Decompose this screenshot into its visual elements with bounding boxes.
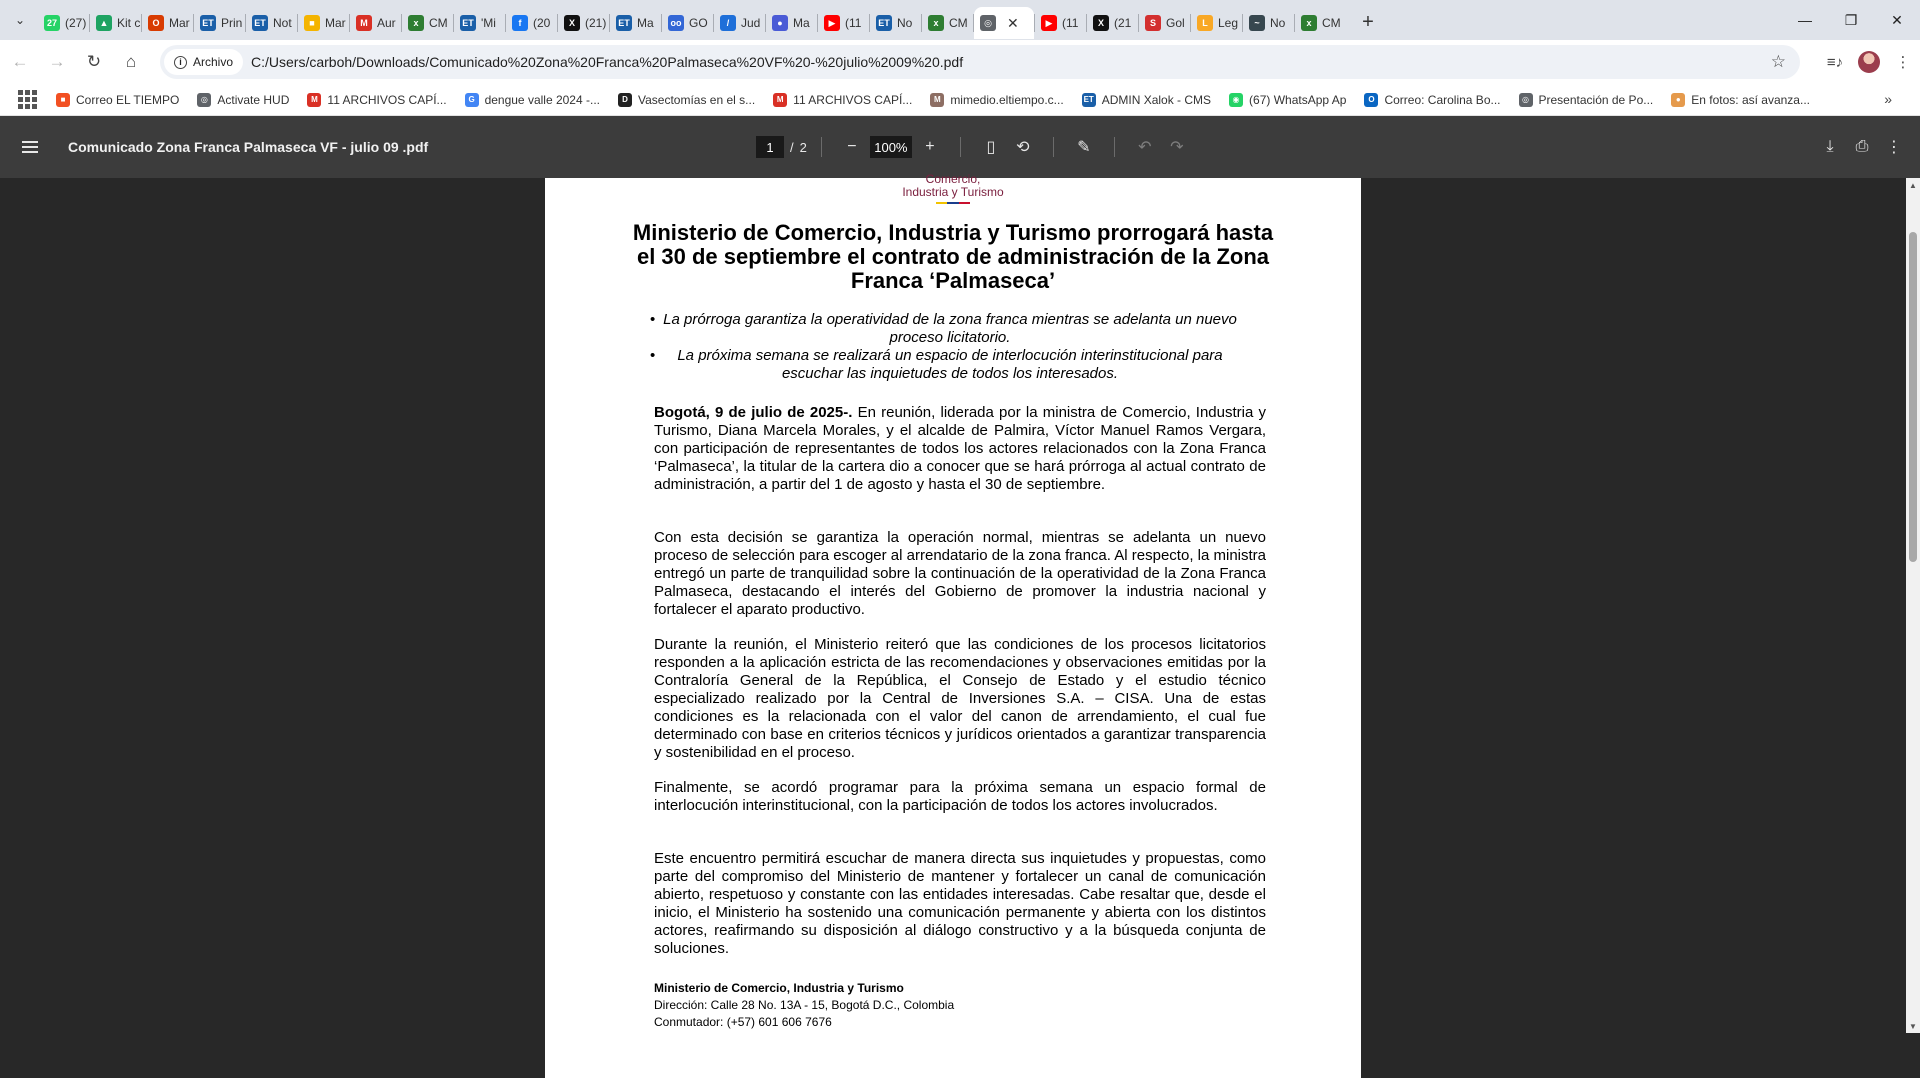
- info-icon: i: [174, 56, 187, 69]
- tab-label: CM: [429, 16, 448, 30]
- et-icon: ET: [200, 15, 216, 31]
- globe-icon: ◎: [197, 93, 211, 107]
- bookmark-label: ADMIN Xalok - CMS: [1101, 92, 1212, 107]
- divider: [960, 137, 961, 157]
- bookmark-label: (67) WhatsApp Ap: [1249, 92, 1347, 107]
- sign-icon: ~: [1249, 15, 1265, 31]
- tab-label: Gol: [1166, 16, 1185, 30]
- tab-list: [38, 0, 1346, 40]
- tab[interactable]: [142, 7, 193, 39]
- pdf-viewer[interactable]: [0, 172, 1906, 1033]
- flag-stripe: [936, 202, 947, 204]
- footer-phone: Conmutador: (+57) 601 606 7676: [654, 1015, 832, 1029]
- d-icon: D: [618, 93, 632, 107]
- tab-label: Mar: [325, 16, 346, 30]
- pen-icon: ✎: [1077, 139, 1091, 156]
- bookmark-label: Presentación de Po...: [1538, 92, 1654, 107]
- zoom-out-button[interactable]: [836, 132, 868, 162]
- tab-label: Kit c: [117, 16, 141, 30]
- scroll-down-icon[interactable]: ▼: [1909, 1021, 1917, 1031]
- flag-stripe: [959, 202, 970, 204]
- paragraph-text: En reunión, liderada por la ministra de Comercio, Industria y Turismo, Diana Marcela Morales, y el alcalde de Palmira, Víctor Manuel Ramos Vergara, con participación de representantes de todos los actores relacionados con la Zona Franca ‘Palmaseca’, la titular de la cartera dio a conocer que se hará prórroga al actual contrato de administración, a partir del 1 de agosto y hasta el 30 de septiembre.: [654, 404, 1267, 493]
- tab[interactable]: [1139, 7, 1190, 39]
- tab-label: Leg: [1218, 16, 1239, 30]
- bookmark-item[interactable]: [1082, 93, 1211, 107]
- flag-bar: [936, 202, 970, 204]
- fit-page-icon: ▯: [986, 139, 996, 156]
- tab-label: (21: [1114, 16, 1132, 30]
- dateline: Bogotá, 9 de julio de 2025-.: [654, 404, 853, 421]
- tab-label: CM: [1322, 16, 1341, 30]
- gmail-icon: M: [773, 93, 787, 107]
- print-icon: ⎙: [1855, 138, 1869, 155]
- paragraph-3: Durante la reunión, el Ministerio reiteró que las condiciones de los procesos licitatorios responden a la aplicación estricta de las recomendaciones y observaciones emitidas por la Contraloría General de la República, el Consejo de Estado y el estudio técnico especializado realizado por la Central de Inversiones S.A. – CISA. Una de estas condiciones es la relacionada con el valor del canon de arrendamiento, el cual fue determinado con base en criterios técnicos y jurídicos orientados a garantizar transparencia y sostenibilidad en el proceso.: [654, 636, 1266, 761]
- tab[interactable]: [350, 7, 401, 39]
- undo-button[interactable]: [1129, 132, 1161, 162]
- new-tab-button[interactable]: [1354, 8, 1382, 36]
- whatsapp-icon: 27: [44, 15, 60, 31]
- sidebar-menu-icon[interactable]: [22, 141, 46, 153]
- viewer-scrollbar[interactable]: [1906, 178, 1920, 1033]
- cms-icon: x: [928, 15, 944, 31]
- tab-label: No: [897, 16, 913, 30]
- pdf-more-button[interactable]: [1878, 132, 1910, 162]
- print-button[interactable]: [1846, 132, 1878, 162]
- x-icon: X: [1093, 15, 1109, 31]
- zoom-in-button[interactable]: [914, 132, 946, 162]
- chrome-icon: ●: [772, 15, 788, 31]
- bookmark-item[interactable]: [1364, 93, 1500, 107]
- bookmark-item[interactable]: [197, 93, 289, 107]
- forward-button[interactable]: [40, 45, 74, 79]
- window-controls: [1782, 0, 1920, 40]
- apps-grid-icon[interactable]: [16, 89, 38, 111]
- tab-label: 'Mi: [481, 16, 496, 30]
- download-icon: ⤓: [1826, 138, 1834, 155]
- bookmark-label: dengue valle 2024 -...: [484, 92, 600, 107]
- paragraph-1: [654, 404, 1266, 494]
- tab-label: Ma: [637, 16, 654, 30]
- tab-label: (11: [845, 16, 862, 30]
- tab[interactable]: [558, 7, 609, 39]
- paragraph-2: Con esta decisión se garantiza la operación normal, mientras se adelanta un nuevo proceso de selección para escoger al arrendatario de la zona franca. Al respecto, la ministra entregó un parte de tranquilidad sobre la continuación de la operatividad de la Zona Franca Palmaseca, destacando el interés del Gobierno de promover la industria nacional y fortalecer el aparato productivo.: [654, 529, 1267, 618]
- bookmark-label: Vasectomías en el s...: [637, 92, 756, 107]
- tab-label: Ma: [793, 16, 810, 30]
- site-info-chip[interactable]: [164, 49, 243, 75]
- summary-bullets: [660, 311, 1240, 383]
- bookmark-label: Activate HUD: [217, 92, 290, 107]
- tab-active[interactable]: [974, 7, 1034, 39]
- reload-icon: ↻: [86, 52, 102, 71]
- bookmark-item[interactable]: [618, 93, 755, 107]
- pdf-controls: [756, 132, 1193, 162]
- et-icon: ET: [460, 15, 476, 31]
- bookmark-item[interactable]: [307, 93, 446, 107]
- go-icon: oo: [668, 15, 684, 31]
- site-info-label: Archivo: [193, 55, 234, 69]
- chevron-down-icon: ⌄: [14, 13, 26, 27]
- pdf-page: [545, 172, 1361, 1078]
- profile-button[interactable]: [1852, 45, 1886, 79]
- tab-label: Mar: [169, 16, 190, 30]
- close-icon: ✕: [1891, 11, 1903, 28]
- home-button[interactable]: [114, 45, 148, 79]
- plus-icon: +: [925, 138, 935, 155]
- toolbar-right: [1818, 45, 1920, 79]
- google-icon: G: [465, 93, 479, 107]
- et-icon: ET: [252, 15, 268, 31]
- more-bookmarks-icon[interactable]: »: [1884, 91, 1892, 107]
- bookmark-label: mimedio.eltiempo.c...: [950, 92, 1064, 107]
- tab[interactable]: [194, 7, 245, 39]
- globe-icon: ◎: [980, 15, 996, 31]
- undo-icon: ↶: [1138, 139, 1152, 156]
- restore-icon: ❐: [1844, 11, 1858, 28]
- redo-icon: ↷: [1170, 139, 1184, 156]
- whatsapp-icon: ◉: [1229, 93, 1243, 107]
- page-total: 2: [799, 139, 807, 155]
- tab-label: GO: [689, 16, 708, 30]
- tab-strip: [0, 0, 1920, 40]
- scroll-up-icon[interactable]: ▲: [1909, 180, 1917, 190]
- pdf-filename: Comunicado Zona Franca Palmaseca VF - julio 09 .pdf: [68, 139, 429, 155]
- footer-org: Ministerio de Comercio, Industria y Turismo: [654, 981, 904, 995]
- leg-icon: L: [1197, 15, 1213, 31]
- et-icon: ET: [616, 15, 632, 31]
- divider: [1053, 137, 1054, 157]
- tab[interactable]: [298, 7, 349, 39]
- avatar: [1858, 51, 1880, 73]
- header-line-1: Comercio,: [925, 172, 981, 186]
- tab-label: (27): [65, 16, 87, 30]
- bullet-item: • La próxima semana se realizará un espacio de interlocución interinstitucional para escuchar las inquietudes de todos los interesados.: [660, 347, 1240, 383]
- tab[interactable]: [90, 7, 141, 39]
- tab[interactable]: [1243, 7, 1294, 39]
- tab-label: Jud: [741, 16, 761, 30]
- bookmark-item[interactable]: [1519, 93, 1654, 107]
- restore-button[interactable]: [1828, 0, 1874, 40]
- tab[interactable]: [662, 7, 713, 39]
- document-title: Ministerio de Comercio, Industria y Turismo prorrogará hasta el 30 de septiembre el contrato de administración de la Zona Franca ‘Palmaseca’: [632, 220, 1274, 293]
- google-drive-icon: ▲: [96, 15, 112, 31]
- bookmark-label: En fotos: así avanza...: [1691, 92, 1810, 107]
- tab[interactable]: [922, 7, 973, 39]
- plus-icon: +: [1362, 10, 1374, 33]
- bookmark-item[interactable]: [56, 93, 179, 107]
- bookmark-item[interactable]: [1671, 93, 1810, 107]
- tab-label: Prin: [221, 16, 243, 30]
- footer-address: Dirección: Calle 28 No. 13A - 15, Bogotá D.C., Colombia: [654, 998, 955, 1012]
- url-text[interactable]: C:/Users/carboh/Downloads/Comunicado%20Zona%20Franca%20Palmaseca%20VF%20-%20julio%2009%20.pdf: [251, 54, 964, 70]
- tab[interactable]: [870, 7, 921, 39]
- tab[interactable]: [38, 7, 89, 39]
- et-icon: ET: [876, 15, 892, 31]
- paragraph-5: Este encuentro permitirá escuchar de manera directa sus inquietudes y propuestas, como parte del compromiso del Ministerio de mantener y fortalecer un canal de comunicación abierto, respetuoso y constante con las entidades interesadas. Cabe resaltar que, desde el inicio, el Ministerio ha sostenido una comunicación permanente y abierta con los distintos actores, reafirmando su disposición al diálogo constructivo y a la búsqueda conjunta de soluciones.: [654, 850, 1266, 957]
- bookmark-item[interactable]: [773, 93, 912, 107]
- outlook-icon: O: [1364, 93, 1378, 107]
- cms-icon: x: [408, 15, 424, 31]
- media-controls-button[interactable]: [1818, 45, 1852, 79]
- tab[interactable]: [766, 7, 817, 39]
- et-icon: ET: [1082, 93, 1096, 107]
- tab[interactable]: [402, 7, 453, 39]
- bookmark-label: 11 ARCHIVOS CAPÍ...: [793, 92, 913, 107]
- bookmark-item[interactable]: [465, 93, 600, 107]
- tab[interactable]: [1295, 7, 1346, 39]
- tab[interactable]: [714, 7, 765, 39]
- bookmark-item[interactable]: [1229, 93, 1346, 107]
- tab-label: CM: [949, 16, 968, 30]
- queue-music-icon: ≡♪: [1826, 53, 1844, 71]
- gmail-icon: M: [307, 93, 321, 107]
- globe-icon: ◎: [1519, 93, 1533, 107]
- bookmark-label: 11 ARCHIVOS CAPÍ...: [327, 92, 447, 107]
- bookmark-star-icon[interactable]: ☆: [1770, 52, 1786, 71]
- download-button[interactable]: [1814, 132, 1846, 162]
- arrow-left-icon: ←: [11, 52, 29, 71]
- tab[interactable]: [1087, 7, 1138, 39]
- tab[interactable]: [506, 7, 557, 39]
- divider: [1114, 137, 1115, 157]
- ministry-header: [545, 172, 1361, 199]
- arrow-right-icon: →: [48, 52, 66, 71]
- paragraph-4: Finalmente, se acordó programar para la próxima semana un espacio formal de interlocución interinstitucional, con la participación de todos los actores involucrados.: [654, 779, 1266, 814]
- tab[interactable]: [246, 7, 297, 39]
- kebab-menu-icon: ⋮: [1895, 54, 1911, 71]
- flag-stripe: [947, 202, 958, 204]
- minimize-button[interactable]: [1782, 0, 1828, 40]
- cms-icon: x: [1301, 15, 1317, 31]
- rotate-icon: ⟲: [1016, 139, 1030, 156]
- browser-toolbar: [0, 40, 1920, 84]
- close-window-button[interactable]: [1874, 0, 1920, 40]
- home-icon: ⌂: [125, 52, 137, 71]
- header-line-2: Industria y Turismo: [902, 185, 1004, 199]
- tab-label: Aur: [377, 16, 396, 30]
- fit-page-button[interactable]: [975, 132, 1007, 162]
- reload-button[interactable]: [77, 45, 111, 79]
- bookmark-label: Correo: Carolina Bo...: [1384, 92, 1501, 107]
- tab-label: (21): [585, 16, 607, 30]
- bookmarks-bar: [0, 84, 1920, 116]
- microsoft-icon: ■: [56, 93, 70, 107]
- bookmark-item[interactable]: [930, 93, 1063, 107]
- tab-label: (11: [1062, 16, 1079, 30]
- slides-icon: ■: [304, 15, 320, 31]
- tab[interactable]: [454, 7, 505, 39]
- youtube-icon: ▶: [824, 15, 840, 31]
- tab-search-button[interactable]: [6, 6, 34, 34]
- kebab-menu-icon: ⋮: [1886, 139, 1902, 156]
- minus-icon: −: [847, 138, 857, 155]
- zoom-input[interactable]: 100%: [870, 136, 912, 158]
- bookmark-list: [56, 93, 1828, 107]
- pdf-toolbar: [0, 116, 1920, 178]
- address-bar[interactable]: [160, 45, 1800, 79]
- tab[interactable]: [1035, 7, 1086, 39]
- redo-button[interactable]: [1161, 132, 1193, 162]
- annotate-button[interactable]: [1068, 132, 1100, 162]
- rotate-button[interactable]: [1007, 132, 1039, 162]
- tab[interactable]: [818, 7, 869, 39]
- youtube-icon: ▶: [1041, 15, 1057, 31]
- pdf-actions: [1814, 132, 1910, 162]
- bullet-item: • La prórroga garantiza la operatividad de la zona franca mientras se adelanta un nuevo proceso licitatorio.: [660, 311, 1240, 347]
- minimize-icon: —: [1798, 12, 1812, 28]
- tab-label: (20: [533, 16, 551, 30]
- document-footer: [654, 980, 1054, 1031]
- photo-icon: ●: [1671, 93, 1685, 107]
- facebook-icon: f: [512, 15, 528, 31]
- tab[interactable]: [1191, 7, 1242, 39]
- close-tab-icon[interactable]: ✕: [1007, 14, 1019, 31]
- page-separator: /: [790, 139, 794, 155]
- bookmark-label: Correo EL TIEMPO: [76, 92, 180, 107]
- page-number-input[interactable]: 1: [756, 136, 784, 158]
- divider: [821, 137, 822, 157]
- x-icon: X: [564, 15, 580, 31]
- mimedio-icon: M: [930, 93, 944, 107]
- tab[interactable]: [610, 7, 661, 39]
- browser-menu-button[interactable]: [1886, 45, 1920, 79]
- tab-label: No: [1270, 16, 1286, 30]
- gmail-icon: M: [356, 15, 372, 31]
- jud-icon: /: [720, 15, 736, 31]
- scroll-thumb[interactable]: [1909, 232, 1917, 562]
- back-button[interactable]: [3, 45, 37, 79]
- semana-icon: S: [1145, 15, 1161, 31]
- office-icon: O: [148, 15, 164, 31]
- tab-label: Not: [273, 16, 292, 30]
